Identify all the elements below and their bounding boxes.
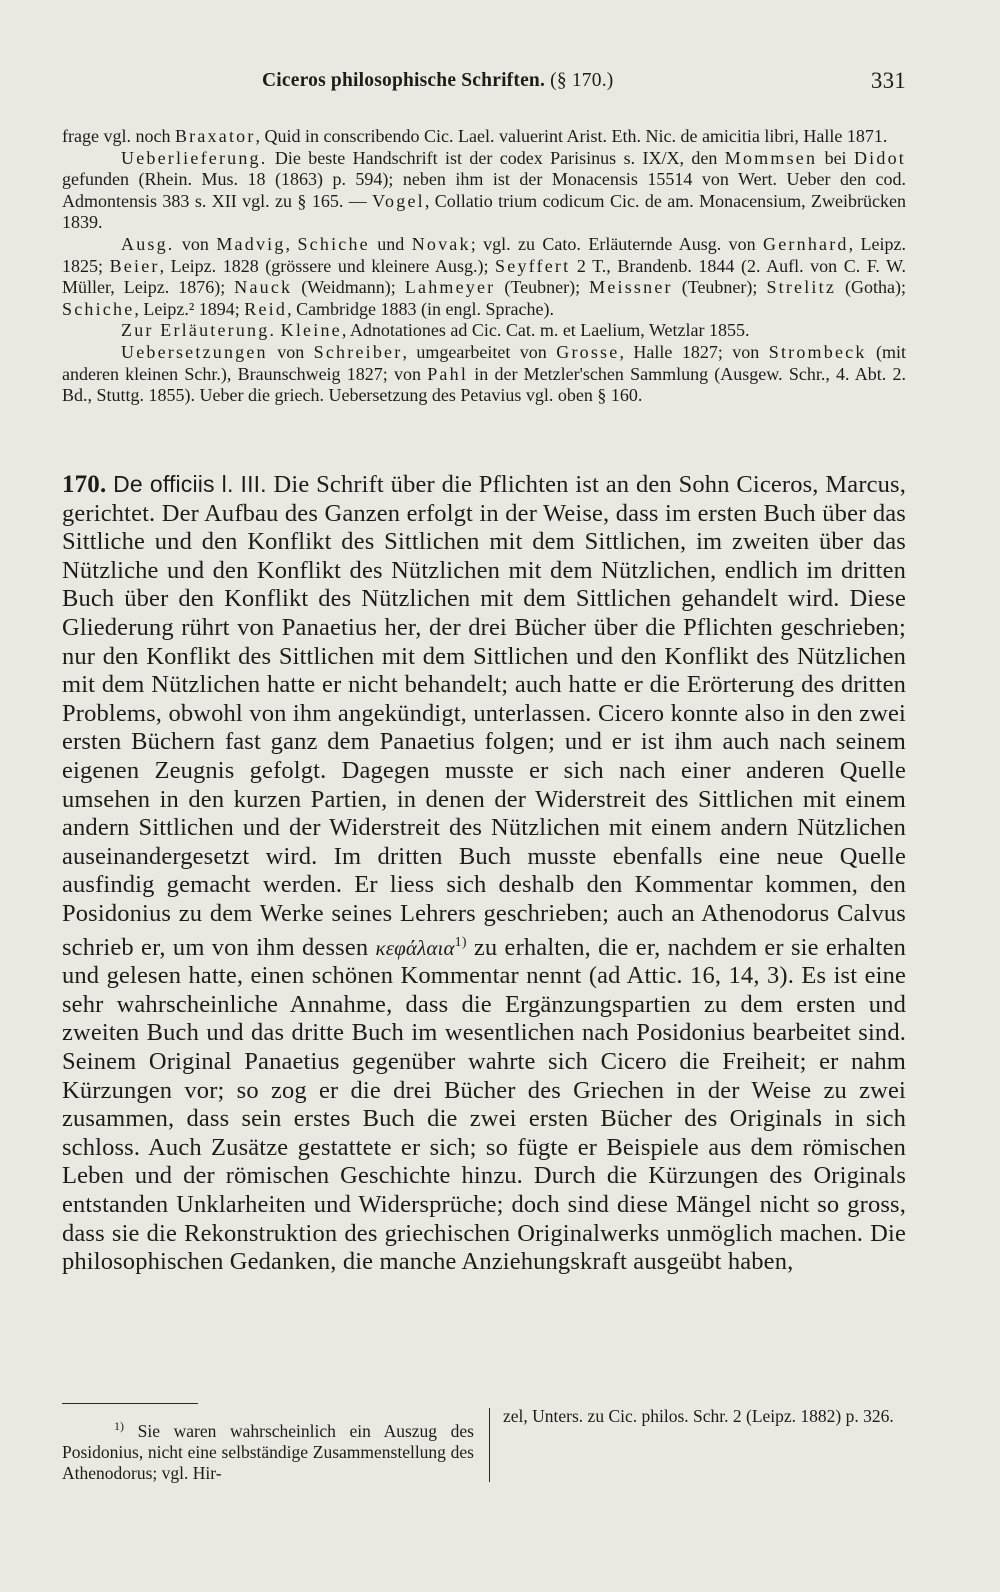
note-label: Uebersetzungen — [121, 341, 268, 362]
note-paragraph-uebersetzungen: Uebersetzungen von Schreiber, umgearbeitet von Grosse, Halle 1827; von Strombeck (mit anderen kleinen Schr.), Braunschweig 1827; von Pahl in der Metzler'schen Sammlung (Ausgew. Schr., 4. Abt. 2. Bd., Stuttg. 1855). Ueber die griech. Uebersetzung des Petavius vgl. oben § 160. — [62, 341, 906, 406]
section-reference: (§ 170.) — [550, 70, 614, 91]
literature-notes — [62, 126, 906, 407]
note-paragraph-ueberlieferung: Ueberlieferung. Die beste Handschrift ist der codex Parisinus s. IX/X, den Mommsen bei Didot gefunden (Rhein. Mus. 18 (1863) p. 594); neben ihm ist der Monacensis 15514 von Wert. Ueber den cod. Admontensis 383 s. XII vgl. zu § 165. — Vogel, Collatio trium codicum Cic. de am. Monacensium, Zweibrücken 1839. — [62, 147, 907, 233]
footnote-marker: 1) — [454, 934, 467, 950]
note-paragraph-ausgaben: Ausg. von Madvig, Schiche und Novak; vgl. zu Cato. Erläuternde Ausg. von Gernhard, Leipz. 1825; Beier, Leipz. 1828 (grössere und kleinere Ausg.); Seyffert 2 T., Brandenb. 1844 (2. Aufl. von C. F. W. Müller, Leipz. 1876); Nauck (Weidmann); Lahmeyer (Teubner); Meissner (Teubner); Strelitz (Gotha); Schiche, Leipz.² 1894; Reid, Cambridge 1883 (in engl. Sprache). — [62, 233, 907, 319]
section-170-body — [62, 470, 906, 1277]
running-head — [262, 70, 906, 92]
footnote-text-continued: zel, Unters. zu Cic. philos. Schr. 2 (Leipz. 1882) p. 326. — [503, 1406, 894, 1426]
section-title: De officiis l. III. — [113, 471, 267, 497]
note-paragraph-continued: frage vgl. noch Braxator, Quid in conscribendo Cic. Lael. valuerint Arist. Eth. Nic. de amicitia libri, Halle 1871. — [62, 126, 888, 146]
footnote-rule — [62, 1403, 198, 1404]
page-number: 331 — [870, 68, 906, 93]
footnote-number: 1) — [114, 1419, 124, 1433]
note-label: Zur Erläuterung. — [121, 320, 277, 341]
note-label: Ueberlieferung. — [121, 147, 268, 168]
footnote-column-divider — [489, 1408, 490, 1482]
running-title: Ciceros philosophische Schriften. — [262, 70, 546, 91]
note-label: Ausg. — [121, 233, 175, 254]
note-paragraph-erlaeuterung: Zur Erläuterung. Kleine, Adnotationes ad Cic. Cat. m. et Laelium, Wetzlar 1855. — [121, 320, 750, 341]
section-number: 170. — [62, 471, 107, 498]
author-name: Braxator — [174, 126, 256, 146]
footnote-text: $^{1)}$ Sie waren wahrscheinlich ein Auszug des Posidonius, nicht eine selbständige Zusammenstellung des Athenodorus; vgl. Hir- — [62, 1419, 474, 1483]
footnote-left-column — [62, 1416, 474, 1484]
section-paragraph: 170. De officiis l. III. Die Schrift über die Pflichten ist an den Sohn Ciceros, Marcus, gerichtet. Der Aufbau des Ganzen erfolgt in der Weise, dass im ersten Buch über das Sittliche und den Konflikt des Sittlichen mit dem Sittlichen, im zweiten über das Nützliche und den Konflikt des Nützlichen mit dem Nützlichen, endlich im dritten Buch über den Konflikt des Nützlichen mit dem Sittlichen gehandelt wird. Diese Gliederung rührt von Panaetius her, der drei Bücher über die Pflichten geschrieben; nur den Konflikt des Sittlichen mit dem Sittlichen und den Konflikt des Nützlichen mit dem Nützlichen hatte er nicht behandelt; auch hatte er die Erörterung des dritten Problems, obwohl von ihm angekündigt, unterlassen. Cicero konnte also in den zwei ersten Büchern fast ganz dem Panaetius folgen; und er ist ihm auch nach seinem eigenen Zeugnis gefolgt. Dagegen musste er sich nach einer anderen Quelle umsehen in den kurzen Partien, in denen der Widerstreit des Sittlichen mit einem andern Sittlichen und der Widerstreit des Nützlichen mit einem andern Nützlichen auseinandergesetzt wird. Im dritten Buch musste ebenfalls eine neue Quelle ausfindig gemacht werden. Er liess sich deshalb den Kommentar kommen, den Posidonius zu dem Werke seines Lehrers geschrieben; auch an Athenodorus Calvus schrieb er, um von ihm dessen κεφάλαια$^{1)}$ zu erhalten, die er, nachdem er sie erhalten und gelesen hatte, einen schönen Kommentar nennt (ad Attic. 16, 14, 3). Es ist eine sehr wahrscheinliche Annahme, dass die Ergänzungspartien zu dem ersten und zweiten Buch und das dritte Buch im wesentlichen nach Posidonius bearbeitet sind. Seinem Original Panaetius gegenüber wahrte sich Cicero die Freiheit; er nahm Kürzungen vor; so zog er die drei Bücher des Griechen in der Weise zu zwei zusammen, dass sein erstes Buch die zwei ersten Bücher des Originals in sich schloss. Auch Zusätze gestattete er sich; so fügte er Beispiele aus dem römischen Leben und der römischen Geschichte hinzu. Durch die Kürzungen des Originals entstanden Unklarheiten und Widersprüche; doch sind diese Mängel nicht so gross, dass sie die Rekonstruktion des griechischen Originalwerks unmöglich machen. Die philosophischen Gedanken, die manche Anziehungskraft ausgeübt haben, — [62, 471, 907, 1276]
footnote-right-column — [503, 1406, 906, 1427]
greek-word: κεφάλαια — [375, 935, 455, 960]
